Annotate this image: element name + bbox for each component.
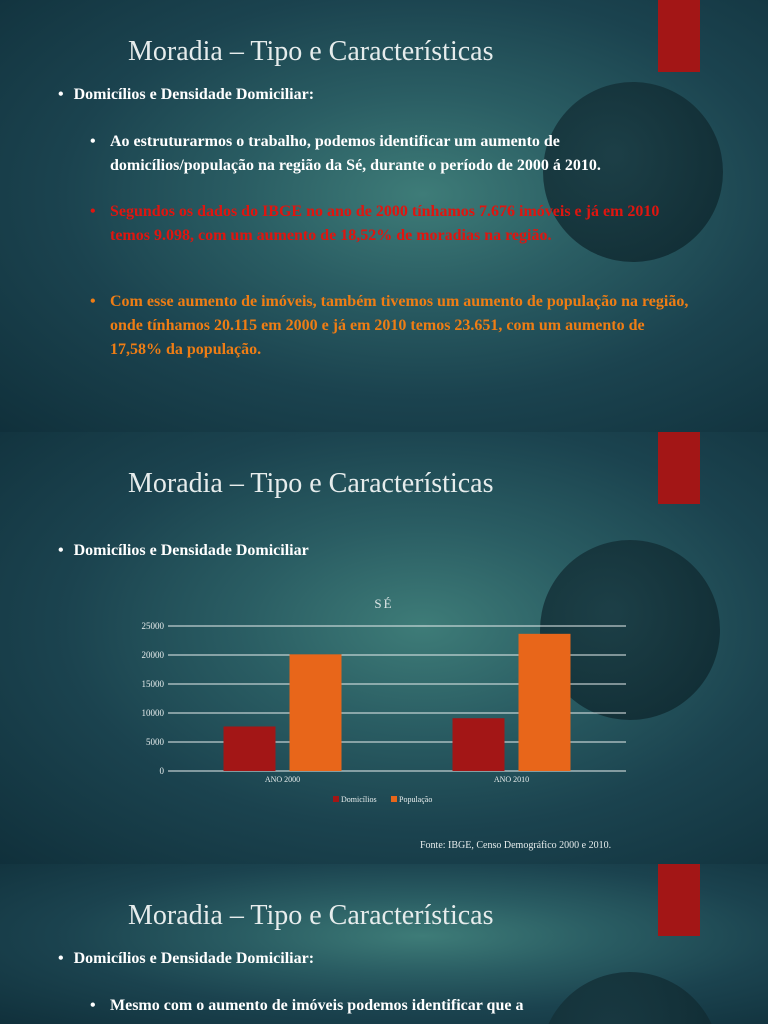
chart-bars	[224, 634, 571, 771]
bullet-text: Segundos os dados do IBGE no ano de 2000 tínhamos 7.676 imóveis e já em 2010 temos 9.098, com um aumento de 18,52% de moradias na região.	[110, 203, 660, 244]
legend-swatch	[333, 796, 339, 802]
bullet-dot-icon: •	[90, 133, 96, 150]
chart-title: SÉ	[374, 596, 394, 611]
bullet-text: Mesmo com o aumento de imóveis podemos identificar que a	[110, 997, 524, 1014]
bullet-text: Com esse aumento de imóveis, também tivemos um aumento de população na região, onde tínhamos 20.115 em 2000 e já em 2010 temos 23.651, com um aumento de 17,58% da população.	[110, 293, 689, 358]
legend-swatch	[391, 796, 397, 802]
x-tick-label: ANO 2010	[493, 775, 530, 784]
bar	[224, 726, 276, 771]
slide-title: Moradia – Tipo e Características	[128, 900, 494, 931]
legend-label: População	[399, 795, 433, 804]
x-axis-ticks	[265, 775, 529, 784]
y-tick-label: 20000	[141, 650, 164, 660]
bullet-dot-icon: •	[90, 293, 96, 310]
bullet-item	[88, 130, 698, 178]
x-tick-label: ANO 2000	[264, 775, 301, 784]
bar	[453, 718, 505, 771]
bar	[290, 654, 342, 771]
y-axis-ticks	[142, 621, 165, 776]
slide-2	[0, 432, 768, 864]
slide-title: Moradia – Tipo e Características	[128, 468, 494, 499]
y-tick-label: 0	[159, 766, 164, 776]
y-tick-label: 5000	[146, 737, 164, 747]
bar	[519, 634, 571, 771]
chart-legend	[333, 795, 432, 804]
y-tick-label: 15000	[141, 679, 164, 689]
bullet-text: Ao estruturarmos o trabalho, podemos identificar um aumento de domicílios/população na região da Sé, durante o período de 2000 á 2010.	[110, 133, 601, 174]
bullet-dot-icon: •	[90, 203, 96, 220]
bullet-heading: • Domicílios e Densidade Domiciliar	[58, 542, 309, 560]
bullet-item	[88, 994, 698, 1018]
y-tick-label: 10000	[141, 708, 164, 718]
slide-1	[0, 0, 768, 432]
slide-3	[0, 864, 768, 1024]
bullet-item	[88, 290, 698, 362]
source-note: Fonte: IBGE, Censo Demográfico 2000 e 2010.	[420, 840, 612, 851]
legend-label: Domicílios	[341, 795, 377, 804]
bar-chart	[0, 432, 768, 864]
bullet-item	[88, 200, 698, 248]
bullet-heading: • Domicílios e Densidade Domiciliar:	[58, 86, 314, 104]
y-tick-label: 25000	[141, 621, 164, 631]
bullet-heading: • Domicílios e Densidade Domiciliar:	[58, 950, 314, 968]
bullet-dot-icon: •	[90, 997, 96, 1014]
slide-title: Moradia – Tipo e Características	[128, 36, 494, 67]
